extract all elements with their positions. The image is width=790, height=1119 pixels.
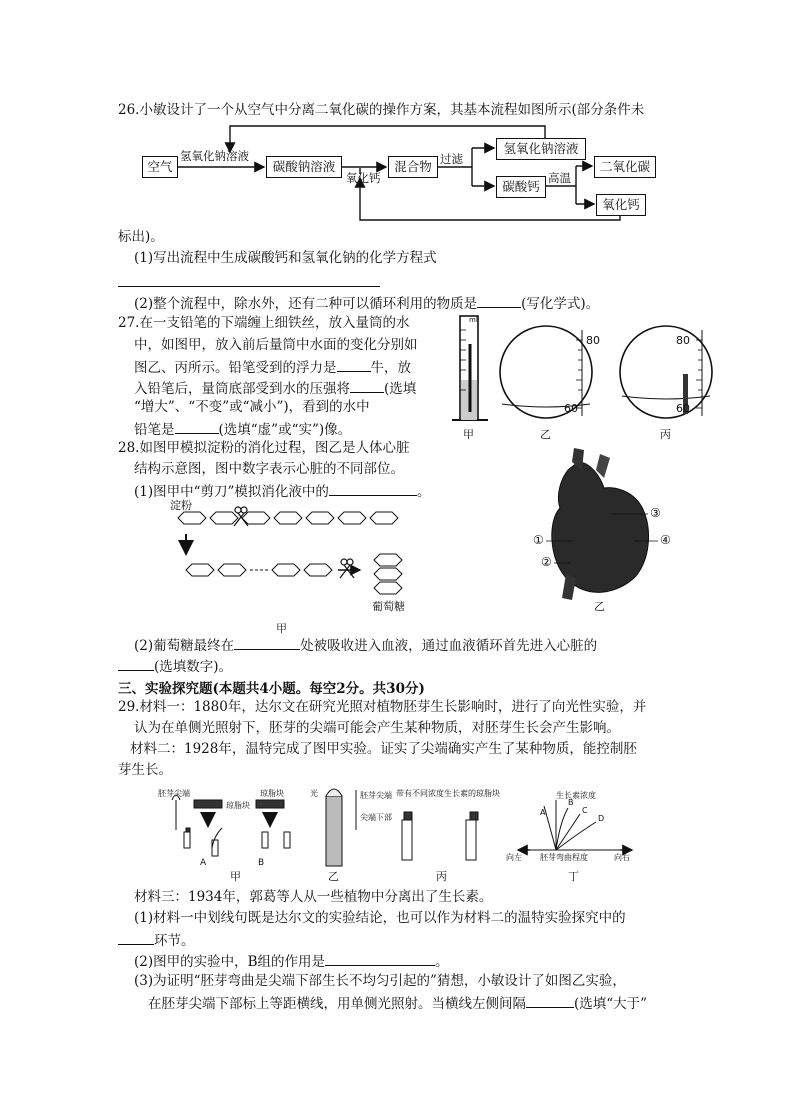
- q29-below-label: 尖端下部: [360, 813, 392, 822]
- q26-stem-cont: 标出)。: [118, 229, 164, 245]
- q28-line1: 28.如图甲模拟淀粉的消化过程，图乙是人体心脏: [118, 440, 410, 456]
- q27-bing-80: 80: [676, 334, 690, 347]
- q29-angle-label: 胚芽弯曲程度: [540, 853, 588, 862]
- flow-co2-box: 二氧化碳: [594, 156, 656, 178]
- flow-filter-label: 过滤: [440, 152, 463, 166]
- q27-line4: 入铅笔后，量筒底部受到水的压强将 (选填: [134, 378, 416, 398]
- q27-line3: 图乙、丙所示。铅笔受到的浮力是 牛，放: [134, 357, 411, 377]
- flow-caco3-box: 碳酸钙: [496, 176, 546, 198]
- q29-jia-label: 甲: [230, 870, 241, 883]
- q29-part1: (1)材料一中划线句既是达尔文的实验结论，也可以作为材料二的温特实验探究中的: [134, 910, 626, 926]
- q29-tip2-label: 胚芽尖端: [360, 791, 392, 800]
- q28-jia-label: 甲: [276, 622, 287, 635]
- q29-curve-d: D: [598, 814, 605, 823]
- flow-mixture-box: 混合物: [388, 156, 438, 178]
- q28-part2-cont: (选填数字)。: [118, 656, 232, 676]
- q27-line5: “增大”、“不变”或“减小”)，看到的水中: [134, 399, 370, 415]
- q27-jia-label: 甲: [463, 428, 474, 441]
- q27-bing-60: 60: [676, 402, 690, 415]
- q29-yi-label: 乙: [328, 870, 339, 883]
- q27-yi-label: 乙: [540, 428, 551, 441]
- q26-part2: (2)整个流程中，除水外，还有二种可以循环利用的物质是 (写化学式)。: [134, 293, 599, 313]
- q29-tip-label: 胚芽尖端: [158, 789, 190, 798]
- q26-part1: (1)写出流程中生成碳酸钙和氢氧化钠的化学方程式: [134, 250, 437, 266]
- q29-conc-label: 生长素浓度: [556, 791, 596, 800]
- q29-b-label: B: [258, 858, 265, 868]
- q29-agar3-label: 带有不同浓度生长素的琼脂块: [396, 789, 500, 798]
- q27-line6: 铅笔是 (选填“虚”或“实”)像。: [134, 419, 351, 439]
- q28-glucose-label: 葡萄糖: [372, 600, 405, 613]
- flow-naoh-out-box: 氢氧化钠溶液: [496, 138, 586, 160]
- q28-starch-label: 淀粉: [170, 499, 192, 512]
- q28-heart-n4: ④: [660, 533, 671, 547]
- q29-line5: 材料三：1934年，郭葛等人从一些植物中分离出了生长素。: [134, 889, 493, 905]
- flow-cao-box: 氧化钙: [596, 194, 646, 216]
- q29-left-label: 向左: [506, 853, 522, 862]
- q29-line2: 认为在单侧光照射下，胚芽的尖端可能会产生某种物质，对胚芽生长会产生影响。: [134, 720, 620, 736]
- q29-ding-label: 丁: [568, 870, 579, 883]
- section-3-heading: 三、实验探究题(本题共4小题。每空2分。共30分): [118, 681, 425, 697]
- q28-part2: (2)葡萄糖最终在 处被吸收进入血液，通过血液循环首先进入心脏的: [134, 635, 597, 655]
- q28-yi-label: 乙: [594, 600, 605, 613]
- q29-agar-label: 琼脂块: [226, 801, 250, 810]
- q28-line2: 结构示意图，图中数字表示心脏的不同部位。: [134, 461, 404, 477]
- q29-light-label: 光: [310, 789, 318, 798]
- q29-agar2-label: 琼脂块: [260, 789, 284, 798]
- q28-heart-n1: ①: [533, 533, 544, 547]
- q29-part3: (3)为证明“胚芽弯曲是尖端下部生长不均匀引起的”猜想，小敏设计了如图乙实验，: [134, 973, 626, 989]
- q27-yi-80: 80: [586, 334, 600, 347]
- q27-ml-label: ml: [469, 316, 478, 324]
- q29-curve-a: A: [540, 808, 546, 817]
- q28-heart-n3: ③: [650, 506, 661, 520]
- q27-bing-label: 丙: [660, 428, 671, 441]
- q28-part1: (1)图甲中“剪刀”模拟消化液中的 。: [134, 481, 430, 501]
- q29-part1-cont: 环节。: [118, 930, 195, 950]
- q28-heart-n2: ②: [541, 555, 552, 569]
- q29-part3-cont: 在胚芽尖端下部标上等距横线，用单侧光照射。当横线左侧间隔 (选填“大于”: [148, 993, 647, 1013]
- q29-curve-b: B: [568, 798, 574, 807]
- q27-line2: 中，如图甲，放入前后量筒中水面的变化分别如: [134, 337, 418, 353]
- q29-part2: (2)图甲的实验中，B组的作用是 。: [134, 951, 449, 971]
- q29-a-label: A: [200, 858, 207, 868]
- q27-yi-60: 60: [564, 402, 578, 415]
- q29-line1: 29.材料一：1880年，达尔文在研究光照对植物胚芽生长影响时，进行了向光性实验，并: [118, 699, 647, 715]
- q26-stem: 26.小敏设计了一个从空气中分离二氧化碳的操作方案，其基本流程如图所示(部分条件未: [118, 102, 645, 118]
- flow-na2co3-box: 碳酸钠溶液: [266, 156, 342, 178]
- flow-cao-label: 氧化钙: [346, 171, 381, 185]
- q29-line3: 材料二：1928年，温特完成了图甲实验。证实了尖端确实产生了某种物质，能控制胚: [130, 741, 637, 757]
- flow-air-box: 空气: [142, 156, 178, 178]
- q29-bing-label: 丙: [436, 870, 447, 883]
- flow-high-temp-label: 高温: [548, 171, 571, 185]
- flow-naoh-label: 氢氧化钠溶液: [180, 149, 249, 163]
- q27-line1: 27.在一支铅笔的下端缠上细铁丝，放入量筒的水: [118, 315, 410, 331]
- q29-curve-c: C: [582, 806, 588, 815]
- q29-right-label: 向右: [614, 853, 630, 862]
- q29-line4: 芽生长。: [118, 762, 172, 778]
